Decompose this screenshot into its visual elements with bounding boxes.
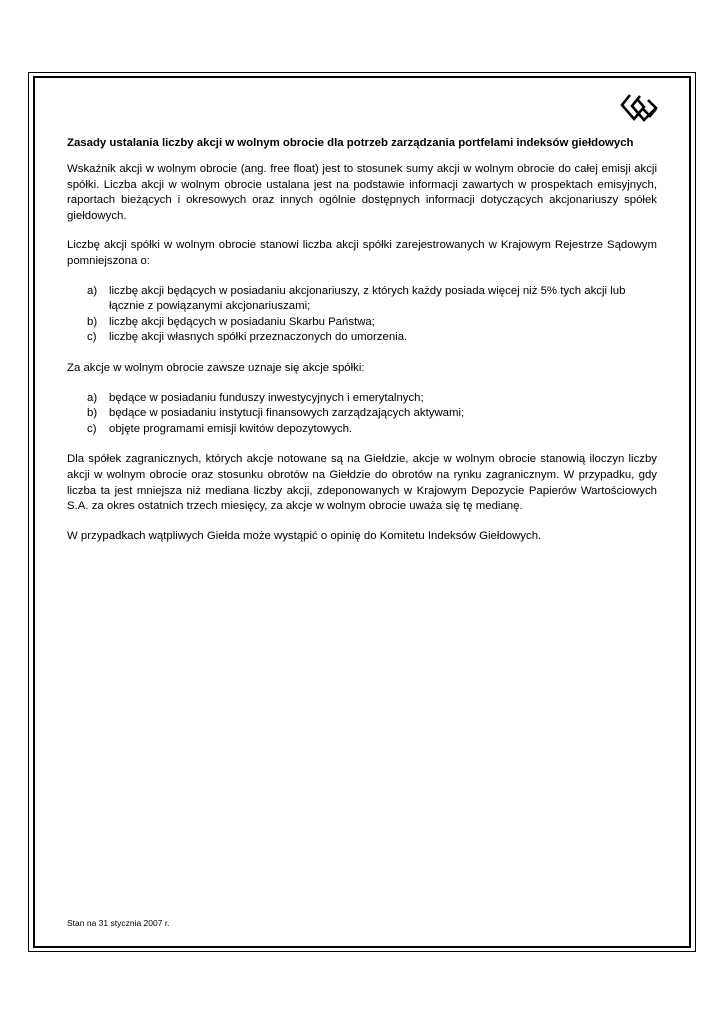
exchange-logo-icon [620,92,660,126]
list-item: a) będące w posiadaniu funduszy inwestycyjnych i emerytalnych; [87,391,424,404]
free-float-list [67,391,657,438]
paragraph-doubtful-cases: W przypadkach wątpliwych Giełda może wystąpić o opinię do Komitetu Indeksów Giełdowych. [67,529,542,542]
paragraph-definition: Wskaźnik akcji w wolnym obrocie (ang. free float) jest to stosunek sumy akcji w wolnym obrocie do całej emisji akcji spółki. Liczba akcji w wolnym obrocie ustalana jest na podstawie informacji zawartych w prospektach emisyjnych, raportach bieżących i okresowych oraz innych ogólnie dostępnych informacji dotyczących akcjonariuszy spółek giełdowych. [67,163,657,222]
paragraph-always-free: Za akcje w wolnym obrocie zawsze uznaje się akcje spółki: [67,361,365,374]
list-item: c) objęte programami emisji kwitów depozytowych. [87,422,353,435]
document-date-footer: Stan na 31 stycznia 2007 r. [67,918,170,928]
document-title: Zasady ustalania liczby akcji w wolnym obrocie dla potrzeb zarządzania portfelami indeksów giełdowych [67,137,634,149]
paragraph-foreign-companies: Dla spółek zagranicznych, których akcje notowane są na Giełdzie, akcje w wolnym obrocie stanowią iloczyn liczby akcji w wolnym obrocie oraz stosunku obrotów na Giełdzie do obrotów na rynku zagranicznym. W przypadku, gdy liczba ta jest mniejsza niż mediana liczby akcji, zdeponowanych w Krajowym Depozycie Papierów Wartościowych S.A. za okres ostatnich trzech miesięcy, za akcje w wolnym obrocie uważa się tę medianę. [67,453,657,513]
list-item: b) będące w posiadaniu instytucji finansowych zarządzających aktywami; [87,407,465,420]
list-item: b) liczbę akcji będących w posiadaniu Skarbu Państwa; [87,315,375,328]
list-item: c) liczbę akcji własnych spółki przeznaczonych do umorzenia. [87,331,408,344]
document-body [67,136,657,558]
paragraph-calculation: Liczbę akcji spółki w wolnym obrocie stanowi liczba akcji spółki zarejestrowanych w Krajowym Rejestrze Sądowym pomniejszona o: [67,239,657,267]
list-item: a) liczbę akcji będących w posiadaniu akcjonariuszy, z których każdy posiada więcej niż 5% tych akcji lub łącznie z powiązanymi akcjonariuszami; [87,284,626,313]
deductions-list [67,284,657,346]
